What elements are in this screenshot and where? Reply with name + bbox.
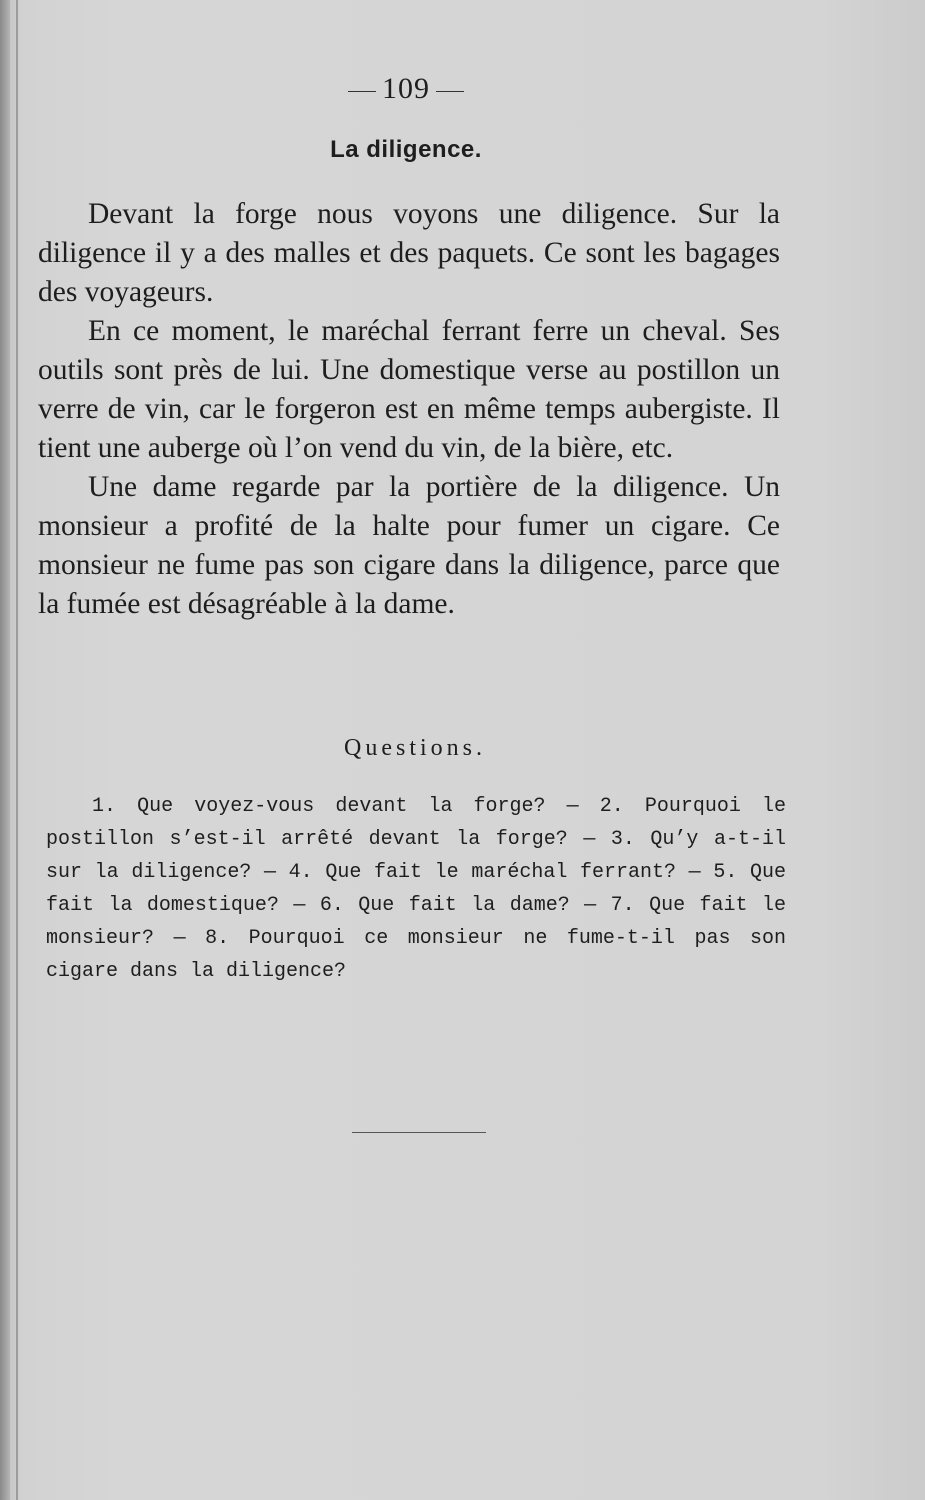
section-separator (352, 1132, 486, 1133)
questions-list: 1. Que voyez-vous devant la forge? — 2. Pourquoi le postillon s’est-il arrêté devant la forge? — 3. Qu’y a-t-il sur la diligence? — 4. Que fait le maréchal ferrant? — 5. Que fait la domestique? — 6. Que fait la dame? — 7. Que fait le monsieur? — 8. Pourquoi ce monsieur ne fume-t-il pas son cigare dans la diligence? (46, 795, 786, 983)
questions-heading: Questions. (344, 735, 486, 761)
right-dash (436, 91, 464, 92)
questions-section (46, 790, 786, 988)
page-number-value: 109 (382, 72, 430, 105)
chapter-title: La diligence. (330, 136, 482, 163)
left-dash (348, 91, 376, 92)
paragraph-2: En ce moment, le maréchal ferrant ferre un cheval. Ses outils sont près de lui. Une domestique verse au postillon un verre de vin, car le forgeron est en même temps aubergiste. Il tient une auberge où l’on vend du vin, de la bière, etc. (38, 315, 780, 464)
page-number (0, 72, 812, 106)
body-text (38, 195, 780, 624)
paragraph-1: Devant la forge nous voyons une diligence. Sur la diligence il y a des malles et des paquets. Ce sont les bagages des voyageurs. (38, 198, 780, 308)
paragraph-3: Une dame regarde par la portière de la diligence. Un monsieur a profité de la halte pour fumer un cigare. Ce monsieur ne fume pas son cigare dans la diligence, parce que la fumée est désagréable à la dame. (38, 471, 780, 620)
